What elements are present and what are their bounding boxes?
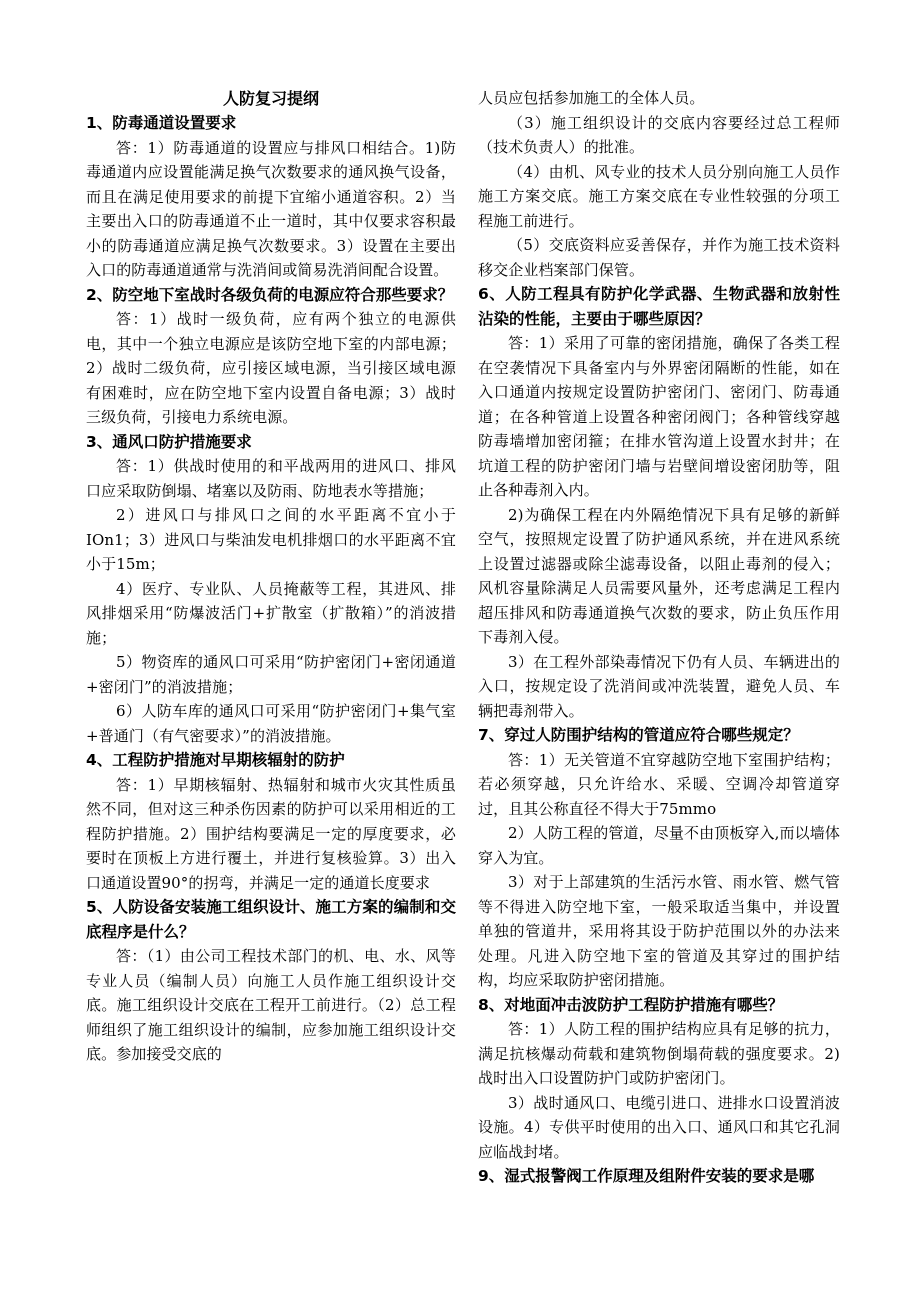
answer-paragraph: 2）进风口与排风口之间的水平距离不宜小于IOn1；3）进风口与柴油发电机排烟口的水平距离不宜小于15m；: [86, 506, 456, 573]
document-title: 人防复习提纲: [222, 89, 319, 108]
question-heading: 8、对地面冲击波防护工程防护措施有哪些？: [478, 995, 784, 1014]
answer-paragraph: 3）在工程外部染毒情况下仍有人员、车辆进出的入口，按规定设了洗消间或冲洗装置，避免人员、车辆把毒剂带入。: [478, 652, 840, 720]
right-column-blocks: [478, 86, 840, 1189]
answer-paragraph: 4）医疗、专业队、人员掩蔽等工程，其进风、排风排烟采用“防爆波活门+扩散室（扩散箱）”的消波措施；: [86, 579, 456, 647]
left-column-blocks: [86, 111, 456, 1067]
answer-paragraph: 答：1）人防工程的围护结构应具有足够的抗力，满足抗核爆动荷载和建筑物倒塌荷载的强度要求。2)战时出入口设置防护门或防护密闭门。: [478, 1020, 840, 1087]
answer-paragraph: 5）物资库的通风口可采用“防护密闭门+密闭通道+密闭门”的消波措施；: [86, 653, 456, 696]
question-heading: 2、防空地下室战时各级负荷的电源应符合那些要求？: [86, 285, 454, 304]
answer-paragraph: 人员应包括参加施工的全体人员。: [478, 89, 705, 107]
right-column: [478, 86, 840, 1189]
question-heading: 6、人防工程具有防护化学武器、生物武器和放射性沾染的性能，主要由于哪些原因？: [478, 285, 840, 328]
answer-paragraph: 6）人防车库的通风口可采用“防护密闭门+集气室+普通门（有气密要求）”的消波措施。: [86, 702, 456, 745]
answer-paragraph: 答：1）早期核辐射、热辐射和城市火灾其性质虽然不同，但对这三种杀伤因素的防护可以采用相近的工程防护措施。2）围护结构要满足一定的厚度要求，必要时在顶板上方进行覆土，并进行复核验算。3）出入口通道设置90°的拐弯，并满足一定的通道长度要求: [86, 775, 456, 892]
answer-paragraph: 答：1）采用了可靠的密闭措施，确保了各类工程在空袭情况下具备室内与外界密闭隔断的性能，如在入口通道内按规定设置防护密闭门、密闭门、防毒通道；在各种管道上设置各种密闭阀门；各种管线穿越防毒墙增加密闭箍；在排水管沟道上设置水封井；在坑道工程的防护密闭门墙与岩壁间增设密闭肋等，阻止各种毒剂入内。: [478, 334, 840, 499]
answer-paragraph: （5）交底资料应妥善保存，并作为施工技术资料移交企业档案部门保管。: [478, 236, 840, 279]
answer-paragraph: 答：1）无关管道不宜穿越防空地下室围护结构；若必须穿越，只允许给水、采暖、空调冷却管道穿过，且其公称直径不得大于75mmo: [478, 750, 840, 818]
answer-paragraph: 3）战时通风口、电缆引进口、进排水口设置消波设施。4）专供平时使用的出入口、通风口和其它孔洞应临战封堵。: [478, 1093, 840, 1161]
question-heading: 1、防毒通道设置要求: [86, 114, 237, 132]
answer-paragraph: （3）施工组织设计的交底内容要经过总工程师（技术负责人）的批准。: [478, 113, 840, 156]
answer-paragraph: 答：1）防毒通道的设置应与排风口相结合。1)防毒通道内应设置能满足换气次数要求的通风换气设备，而且在满足使用要求的前提下宜缩小通道容积。2）当主要出入口的防毒通道不止一道时，其中仅要求容积最小的防毒通道应满足换气次数要求。3）设置在主要出入口的防毒通道通常与洗消间或简易洗消间配合设置。: [86, 138, 456, 279]
question-heading: 9、湿式报警阀工作原理及组附件安装的要求是哪: [478, 1167, 815, 1185]
question-heading: 4、工程防护措施对早期核辐射的防护: [86, 751, 345, 769]
answer-paragraph: 答：1）供战时使用的和平战两用的进风口、排风口应采取防倒塌、堵塞以及防雨、防地表水等措施；: [86, 457, 456, 500]
answer-paragraph: 3）对于上部建筑的生活污水管、雨水管、燃气管等不得进入防空地下室，一般采取适当集中，并设置单独的管道井，采用将其设于防护范围以外的办法来处理。凡进入防空地下室的管道及其穿过的围护结构，均应采取防护密闭措施。: [478, 873, 840, 989]
question-heading: 3、通风口防护措施要求: [86, 432, 252, 451]
answer-paragraph: 答：（1）由公司工程技术部门的机、电、水、风等专业人员（编制人员）向施工人员作施工组织设计交底。施工组织设计交底在工程开工前进行。（2）总工程师组织了施工组织设计的编制，应参加施工组织设计交底。参加接受交底的: [86, 947, 456, 1063]
answer-paragraph: （4）由机、风专业的技术人员分别向施工人员作施工方案交底。施工方案交底在专业性较强的分项工程施工前进行。: [478, 162, 840, 230]
left-column: [86, 86, 456, 1067]
question-heading: 5、人防设备安装施工组织设计、施工方案的编制和交底程序是什么？: [86, 898, 456, 941]
answer-paragraph: 2)为确保工程在内外隔绝情况下具有足够的新鲜空气，按照规定设置了防护通风系统，并在进风系统上设置过滤器或除尘滤毒设备，以阻止毒剂的侵入；风机容量除满足人员需要风量外，还考虑满足工程内超压排风和防毒通道换气次数的要求，防止负压作用下毒剂入侵。: [478, 505, 840, 646]
question-heading: 7、穿过人防围护结构的管道应符合哪些规定？: [478, 726, 799, 744]
answer-paragraph: 2）人防工程的管道，尽量不由顶板穿入,而以墙体穿入为宜。: [478, 824, 840, 867]
answer-paragraph: 答：1）战时一级负荷，应有两个独立的电源供电，其中一个独立电源应是该防空地下室的内部电源；2）战时二级负荷，应引接区域电源，当引接区域电源有困难时，应在防空地下室内设置自备电源；3）战时三级负荷，引接电力系统电源。: [86, 310, 456, 426]
